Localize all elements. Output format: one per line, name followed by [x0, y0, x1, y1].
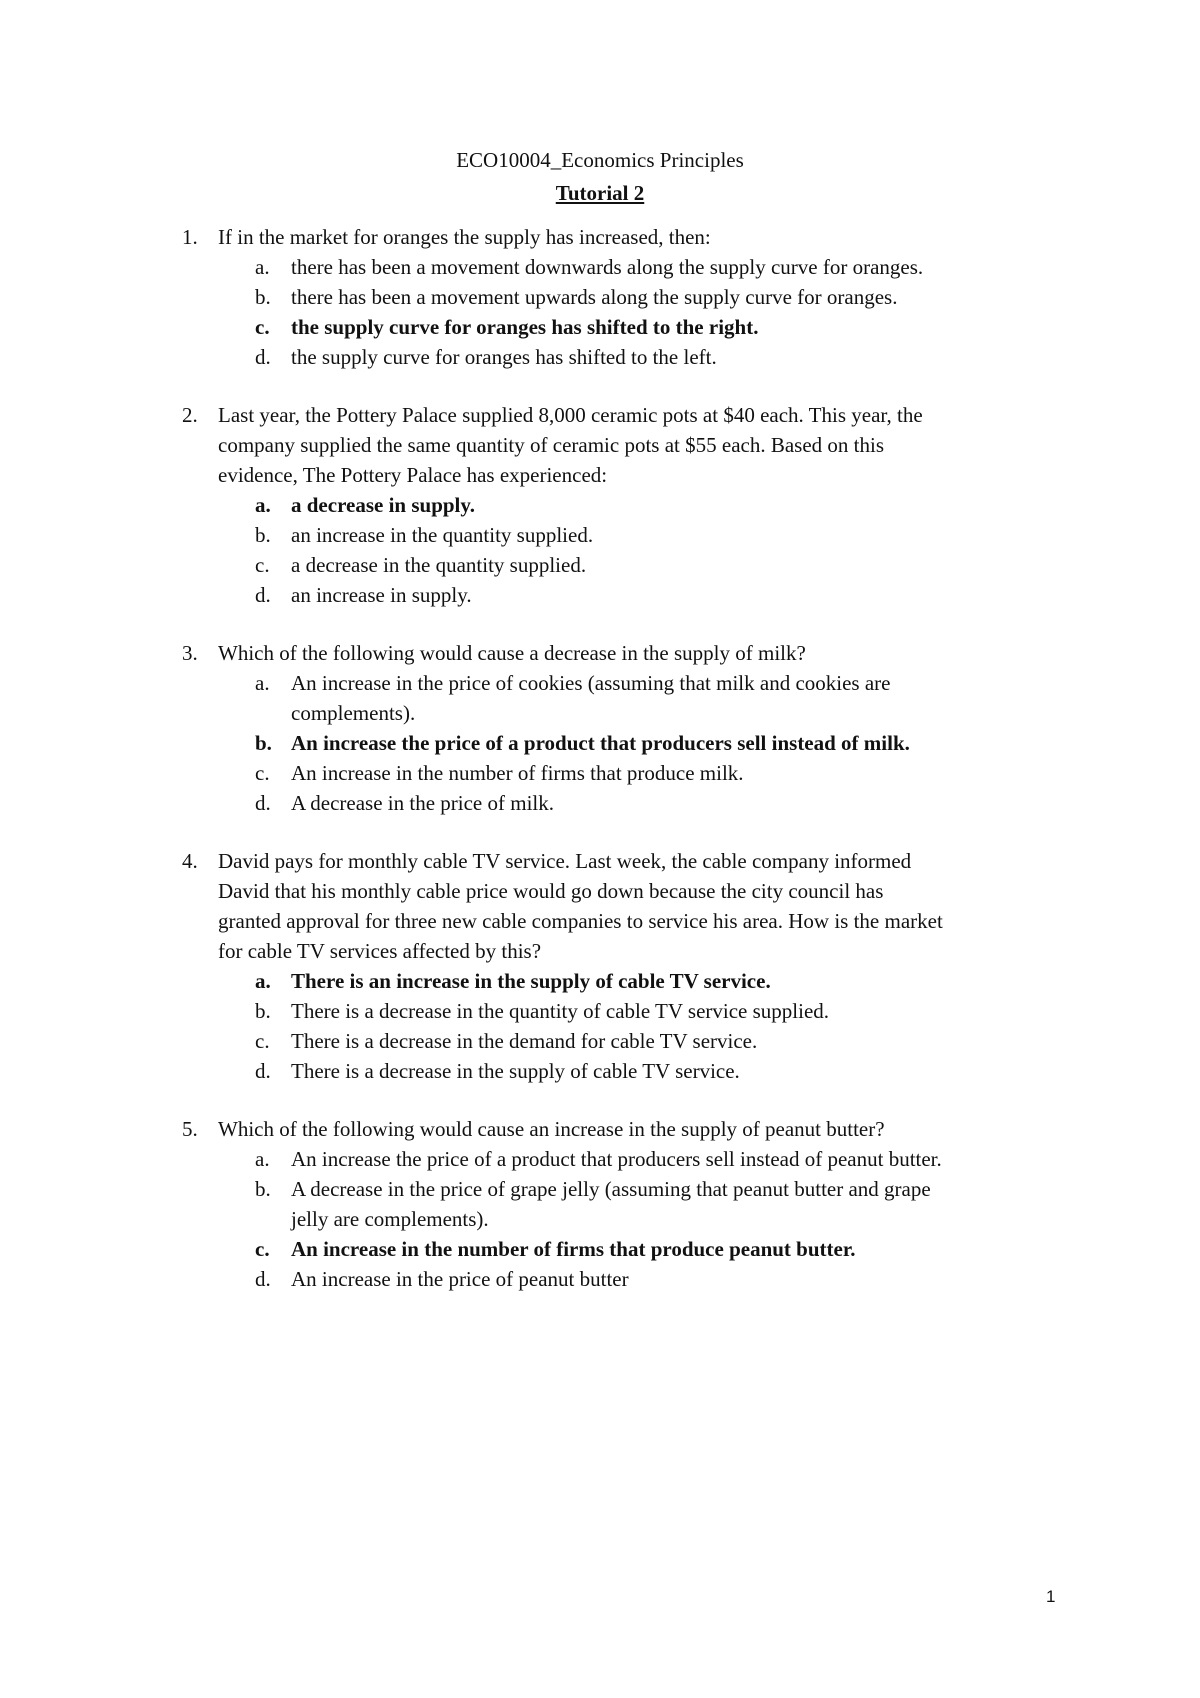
option-text-correct: An increase in the number of firms that produce peanut butter.	[291, 1237, 856, 1261]
question-text: granted approval for three new cable companies to service his area. How is the market	[218, 909, 943, 933]
option-text: there has been a movement downwards along the supply curve for oranges.	[291, 255, 924, 279]
option-text-correct: a decrease in supply.	[291, 493, 475, 517]
option-label: b.	[255, 523, 271, 547]
option-text: An increase in the price of cookies (assuming that milk and cookies are	[291, 671, 891, 695]
question-text: If in the market for oranges the supply has increased, then:	[218, 225, 711, 249]
question-number: 3.	[182, 641, 198, 665]
option-label: d.	[255, 1059, 271, 1083]
option-text: an increase in supply.	[291, 583, 472, 607]
option-label-correct: a.	[255, 493, 271, 517]
page-number: 1	[1046, 1587, 1056, 1606]
option-label: b.	[255, 999, 271, 1023]
option-text: An increase the price of a product that producers sell instead of peanut butter.	[291, 1147, 942, 1171]
question-text: company supplied the same quantity of ceramic pots at $55 each. Based on this	[218, 433, 884, 457]
option-label: c.	[255, 553, 270, 577]
option-label: b.	[255, 1177, 271, 1201]
question-number: 4.	[182, 849, 198, 873]
question-text: David that his monthly cable price would go down because the city council has	[218, 879, 884, 903]
option-text: A decrease in the price of milk.	[291, 791, 554, 815]
option-label: c.	[255, 1029, 270, 1053]
option-label: b.	[255, 285, 271, 309]
question-text: David pays for monthly cable TV service. Last week, the cable company informed	[218, 849, 912, 873]
option-label-correct: b.	[255, 731, 272, 755]
option-text: a decrease in the quantity supplied.	[291, 553, 587, 577]
question-text: Last year, the Pottery Palace supplied 8,000 ceramic pots at $40 each. This year, the	[218, 403, 923, 427]
option-label: c.	[255, 761, 270, 785]
option-text: An increase in the price of peanut butter	[291, 1267, 629, 1291]
option-label: d.	[255, 345, 271, 369]
option-text-correct: There is an increase in the supply of cable TV service.	[291, 969, 771, 993]
option-label-correct: a.	[255, 969, 271, 993]
option-text-correct: the supply curve for oranges has shifted to the right.	[291, 315, 759, 339]
option-label: d.	[255, 1267, 271, 1291]
question-number: 5.	[182, 1117, 198, 1141]
option-text: There is a decrease in the demand for cable TV service.	[291, 1029, 758, 1053]
option-text: There is a decrease in the supply of cable TV service.	[291, 1059, 740, 1083]
question-number: 1.	[182, 225, 198, 249]
option-text: jelly are complements).	[291, 1207, 489, 1231]
option-label-correct: c.	[255, 315, 270, 339]
option-label: d.	[255, 583, 271, 607]
option-label: d.	[255, 791, 271, 815]
option-text: A decrease in the price of grape jelly (assuming that peanut butter and grape	[291, 1177, 931, 1201]
option-text: There is a decrease in the quantity of cable TV service supplied.	[291, 999, 830, 1023]
option-text-correct: An increase the price of a product that producers sell instead of milk.	[291, 731, 910, 755]
question-text: for cable TV services affected by this?	[218, 939, 542, 963]
question-number: 2.	[182, 403, 198, 427]
question-text: Which of the following would cause an increase in the supply of peanut butter?	[218, 1117, 885, 1141]
option-text: the supply curve for oranges has shifted to the left.	[291, 345, 717, 369]
option-text: an increase in the quantity supplied.	[291, 523, 594, 547]
question-text: evidence, The Pottery Palace has experienced:	[218, 463, 608, 487]
option-label: a.	[255, 671, 270, 695]
tutorial-title: Tutorial 2	[555, 181, 645, 205]
course-title: ECO10004_Economics Principles	[456, 148, 744, 172]
option-text: An increase in the number of firms that produce milk.	[291, 761, 744, 785]
option-text: complements).	[291, 701, 416, 725]
option-text: there has been a movement upwards along the supply curve for oranges.	[291, 285, 898, 309]
option-label: a.	[255, 1147, 270, 1171]
option-label-correct: c.	[255, 1237, 270, 1261]
option-label: a.	[255, 255, 270, 279]
question-text: Which of the following would cause a decrease in the supply of milk?	[218, 641, 806, 665]
